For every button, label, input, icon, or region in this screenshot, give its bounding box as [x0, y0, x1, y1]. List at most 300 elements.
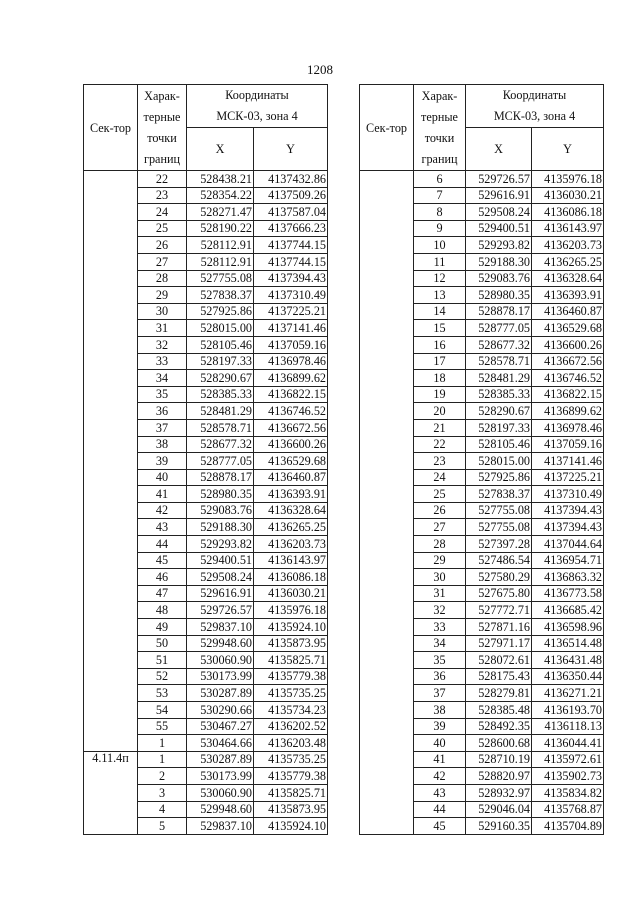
y-coordinate-cell: 4136203.73: [254, 536, 328, 553]
point-number-cell: 29: [138, 287, 187, 304]
x-coordinate-cell: 527838.37: [187, 287, 254, 304]
sector-cell: [360, 187, 414, 204]
table-row: [360, 370, 604, 387]
x-coordinate-cell: 530173.99: [187, 668, 254, 685]
point-number-cell: 15: [414, 320, 466, 337]
y-coordinate-cell: 4135834.82: [532, 784, 604, 801]
table-row: [360, 187, 604, 204]
sector-cell: [360, 702, 414, 719]
y-coordinate-cell: 4136978.46: [254, 353, 328, 370]
table-row: [360, 220, 604, 237]
header-points-line-4: границ: [421, 151, 458, 166]
table-row: [360, 585, 604, 602]
page-number: 1208: [307, 62, 333, 77]
sector-cell: [84, 486, 138, 503]
point-number-cell: 41: [138, 486, 187, 503]
point-number-cell: 36: [414, 668, 466, 685]
y-coordinate-cell: 4136899.62: [254, 370, 328, 387]
sector-cell: [84, 502, 138, 519]
point-number-cell: 49: [138, 619, 187, 636]
x-coordinate-cell: 528385.48: [466, 702, 532, 719]
x-coordinate-cell: 528279.81: [466, 685, 532, 702]
table-row: [84, 702, 328, 719]
y-coordinate-cell: 4137744.15: [254, 237, 328, 254]
point-number-cell: 30: [138, 303, 187, 320]
y-coordinate-cell: 4136954.71: [532, 552, 604, 569]
sector-cell: [84, 469, 138, 486]
table-row: [360, 602, 604, 619]
sector-cell: [84, 386, 138, 403]
y-coordinate-cell: 4135976.18: [532, 171, 604, 188]
sector-cell: [360, 270, 414, 287]
x-coordinate-cell: 529188.30: [466, 253, 532, 270]
point-number-cell: 45: [138, 552, 187, 569]
sector-cell: [360, 685, 414, 702]
y-coordinate-cell: 4136328.64: [254, 502, 328, 519]
y-coordinate-cell: 4137744.15: [254, 253, 328, 270]
x-coordinate-cell: 528980.35: [187, 486, 254, 503]
y-coordinate-cell: 4137059.16: [532, 436, 604, 453]
y-coordinate-cell: 4135825.71: [254, 784, 328, 801]
x-coordinate-cell: 528190.22: [187, 220, 254, 237]
table-row: [360, 652, 604, 669]
table-row: [84, 171, 328, 188]
sector-cell: [84, 237, 138, 254]
point-number-cell: 44: [138, 536, 187, 553]
point-number-cell: 13: [414, 287, 466, 304]
x-coordinate-cell: 528481.29: [466, 370, 532, 387]
table-row: [360, 569, 604, 586]
sector-cell: [84, 569, 138, 586]
x-coordinate-cell: 528481.29: [187, 403, 254, 420]
sector-cell: [84, 171, 138, 188]
sector-cell: [84, 287, 138, 304]
table-row: [84, 768, 328, 785]
x-coordinate-cell: 529083.76: [466, 270, 532, 287]
table-row: [360, 552, 604, 569]
header-points-line-4: границ: [143, 151, 181, 166]
table-row: [360, 237, 604, 254]
sector-cell: [84, 602, 138, 619]
y-coordinate-cell: 4136393.91: [254, 486, 328, 503]
point-number-cell: 33: [414, 619, 466, 636]
point-number-cell: 20: [414, 403, 466, 420]
x-coordinate-cell: 528777.05: [466, 320, 532, 337]
y-coordinate-cell: 4137225.21: [254, 303, 328, 320]
x-coordinate-cell: 528820.97: [466, 768, 532, 785]
sector-cell: [360, 619, 414, 636]
table-row: [360, 171, 604, 188]
x-coordinate-cell: 528072.61: [466, 652, 532, 669]
x-coordinate-cell: 529726.57: [187, 602, 254, 619]
point-number-cell: 23: [138, 187, 187, 204]
x-coordinate-cell: 528197.33: [466, 419, 532, 436]
y-coordinate-cell: 4136143.97: [254, 552, 328, 569]
sector-cell: [360, 585, 414, 602]
x-coordinate-cell: 527675.80: [466, 585, 532, 602]
y-coordinate-cell: 4135825.71: [254, 652, 328, 669]
x-coordinate-cell: 529616.91: [187, 585, 254, 602]
table-row: [360, 735, 604, 752]
y-coordinate-cell: 4137394.43: [532, 502, 604, 519]
x-coordinate-cell: 528600.68: [466, 735, 532, 752]
header-points-line-2: терные: [143, 109, 181, 124]
header-coordinates-title: Координаты: [225, 88, 289, 102]
y-coordinate-cell: 4136773.58: [532, 585, 604, 602]
x-coordinate-cell: 528980.35: [466, 287, 532, 304]
point-number-cell: 7: [414, 187, 466, 204]
table-row: [360, 536, 604, 553]
point-number-cell: 43: [414, 784, 466, 801]
point-number-cell: 3: [138, 784, 187, 801]
sector-cell: [84, 635, 138, 652]
point-number-cell: 24: [138, 204, 187, 221]
point-number-cell: 34: [414, 635, 466, 652]
y-coordinate-cell: 4136822.15: [532, 386, 604, 403]
x-coordinate-cell: 528932.97: [466, 784, 532, 801]
y-coordinate-cell: 4137432.86: [254, 171, 328, 188]
point-number-cell: 37: [414, 685, 466, 702]
y-coordinate-cell: 4135735.25: [254, 685, 328, 702]
point-number-cell: 2: [138, 768, 187, 785]
x-coordinate-cell: 530464.66: [187, 735, 254, 752]
y-coordinate-cell: 4136460.87: [254, 469, 328, 486]
header-x: X: [187, 128, 254, 171]
header-points-line-1: Харак-: [421, 88, 458, 103]
table-row: [360, 519, 604, 536]
sector-cell: [84, 253, 138, 270]
y-coordinate-cell: 4136600.26: [254, 436, 328, 453]
x-coordinate-cell: 527755.08: [466, 519, 532, 536]
sector-cell: [84, 370, 138, 387]
y-coordinate-cell: 4135779.38: [254, 768, 328, 785]
y-coordinate-cell: 4135976.18: [254, 602, 328, 619]
table-row: [84, 336, 328, 353]
table-row: [84, 652, 328, 669]
point-number-cell: 21: [414, 419, 466, 436]
point-number-cell: 4: [138, 801, 187, 818]
point-number-cell: 17: [414, 353, 466, 370]
table-row: [84, 204, 328, 221]
point-number-cell: 53: [138, 685, 187, 702]
table-row: [360, 702, 604, 719]
y-coordinate-cell: 4135902.73: [532, 768, 604, 785]
sector-cell: [360, 536, 414, 553]
header-coordinates-system: МСК-03, зона 4: [216, 109, 298, 123]
point-number-cell: 27: [138, 253, 187, 270]
sector-cell: [360, 204, 414, 221]
sector-cell: [360, 818, 414, 835]
table-row: [84, 237, 328, 254]
sector-cell: [360, 801, 414, 818]
sector-cell: [84, 652, 138, 669]
point-number-cell: 39: [414, 718, 466, 735]
y-coordinate-cell: 4135734.23: [254, 702, 328, 719]
x-coordinate-cell: 529046.04: [466, 801, 532, 818]
x-coordinate-cell: 528290.67: [466, 403, 532, 420]
table-row: [360, 486, 604, 503]
point-number-cell: 42: [138, 502, 187, 519]
sector-cell: 4.11.4п: [84, 751, 138, 768]
table-row: [84, 187, 328, 204]
table-row: [84, 469, 328, 486]
table-row: [84, 403, 328, 420]
point-number-cell: 23: [414, 453, 466, 470]
table-row: [84, 453, 328, 470]
x-coordinate-cell: 527486.54: [466, 552, 532, 569]
x-coordinate-cell: 530290.66: [187, 702, 254, 719]
y-coordinate-cell: 4137225.21: [532, 469, 604, 486]
x-coordinate-cell: 528112.91: [187, 253, 254, 270]
table-row: [84, 419, 328, 436]
x-coordinate-cell: 528112.91: [187, 237, 254, 254]
point-number-cell: 25: [414, 486, 466, 503]
point-number-cell: 5: [138, 818, 187, 835]
x-coordinate-cell: 529160.35: [466, 818, 532, 835]
x-coordinate-cell: 528878.17: [466, 303, 532, 320]
point-number-cell: 14: [414, 303, 466, 320]
sector-cell: [84, 436, 138, 453]
point-number-cell: 12: [414, 270, 466, 287]
sector-cell: [84, 336, 138, 353]
point-number-cell: 35: [414, 652, 466, 669]
sector-cell: [360, 652, 414, 669]
table-row: [360, 303, 604, 320]
x-coordinate-cell: 527755.08: [187, 270, 254, 287]
y-coordinate-cell: 4137141.46: [532, 453, 604, 470]
point-number-cell: 51: [138, 652, 187, 669]
header-sector: Сек-тор: [360, 85, 414, 171]
x-coordinate-cell: 528105.46: [466, 436, 532, 453]
point-number-cell: 11: [414, 253, 466, 270]
y-coordinate-cell: 4135873.95: [254, 801, 328, 818]
sector-cell: [360, 552, 414, 569]
x-coordinate-cell: 528015.00: [466, 453, 532, 470]
sector-cell: [84, 519, 138, 536]
table-row: [84, 303, 328, 320]
sector-cell: [360, 336, 414, 353]
point-number-cell: 32: [414, 602, 466, 619]
sector-cell: [84, 419, 138, 436]
x-coordinate-cell: 528385.33: [187, 386, 254, 403]
x-coordinate-cell: 528354.22: [187, 187, 254, 204]
x-coordinate-cell: 529837.10: [187, 619, 254, 636]
x-coordinate-cell: 528492.35: [466, 718, 532, 735]
x-coordinate-cell: 530060.90: [187, 652, 254, 669]
y-coordinate-cell: 4137310.49: [532, 486, 604, 503]
table-row: [84, 353, 328, 370]
x-coordinate-cell: 528197.33: [187, 353, 254, 370]
table-row: [84, 619, 328, 636]
y-coordinate-cell: 4136328.64: [532, 270, 604, 287]
x-coordinate-cell: 530467.27: [187, 718, 254, 735]
sector-cell: [84, 552, 138, 569]
x-coordinate-cell: 528438.21: [187, 171, 254, 188]
point-number-cell: 1: [138, 735, 187, 752]
x-coordinate-cell: 530287.89: [187, 751, 254, 768]
point-number-cell: 55: [138, 718, 187, 735]
y-coordinate-cell: 4136265.25: [532, 253, 604, 270]
point-number-cell: 31: [138, 320, 187, 337]
table-row: [360, 784, 604, 801]
header-coordinates-system: МСК-03, зона 4: [493, 109, 576, 123]
y-coordinate-cell: 4136672.56: [254, 419, 328, 436]
x-coordinate-cell: 529948.60: [187, 635, 254, 652]
x-coordinate-cell: 528578.71: [187, 419, 254, 436]
table-row: [84, 502, 328, 519]
table-row: [84, 270, 328, 287]
x-coordinate-cell: 529726.57: [466, 171, 532, 188]
point-number-cell: 26: [414, 502, 466, 519]
table-row: [360, 453, 604, 470]
header-y: Y: [254, 128, 328, 171]
y-coordinate-cell: 4136393.91: [532, 287, 604, 304]
header-coordinates-title: Координаты: [502, 88, 567, 102]
y-coordinate-cell: 4136044.41: [532, 735, 604, 752]
sector-cell: [360, 171, 414, 188]
x-coordinate-cell: 529616.91: [466, 187, 532, 204]
table-row: [360, 469, 604, 486]
sector-cell: [360, 419, 414, 436]
x-coordinate-cell: 527397.28: [466, 536, 532, 553]
y-coordinate-cell: 4136460.87: [532, 303, 604, 320]
point-number-cell: 22: [138, 171, 187, 188]
table-row: [84, 685, 328, 702]
point-number-cell: 8: [414, 204, 466, 221]
table-row: [84, 784, 328, 801]
sector-cell: [84, 403, 138, 420]
header-points-line-3: точки: [147, 130, 177, 145]
x-coordinate-cell: 527755.08: [466, 502, 532, 519]
y-coordinate-cell: 4136202.52: [254, 718, 328, 735]
table-row: [360, 320, 604, 337]
y-coordinate-cell: 4136203.73: [532, 237, 604, 254]
point-number-cell: 37: [138, 419, 187, 436]
table-row: [84, 801, 328, 818]
y-coordinate-cell: 4136685.42: [532, 602, 604, 619]
x-coordinate-cell: 529400.51: [187, 552, 254, 569]
table-row: [360, 336, 604, 353]
x-coordinate-cell: 529400.51: [466, 220, 532, 237]
point-number-cell: 33: [138, 353, 187, 370]
sector-cell: [360, 469, 414, 486]
header-points-line-1: Харак-: [144, 88, 180, 103]
point-number-cell: 26: [138, 237, 187, 254]
point-number-cell: 35: [138, 386, 187, 403]
y-coordinate-cell: 4136598.96: [532, 619, 604, 636]
table-row: [360, 635, 604, 652]
y-coordinate-cell: 4137509.26: [254, 187, 328, 204]
y-coordinate-cell: 4136529.68: [254, 453, 328, 470]
sector-cell: [84, 453, 138, 470]
point-number-cell: 18: [414, 370, 466, 387]
sector-cell: [84, 685, 138, 702]
y-coordinate-cell: 4136431.48: [532, 652, 604, 669]
x-coordinate-cell: 529188.30: [187, 519, 254, 536]
x-coordinate-cell: 527772.71: [466, 602, 532, 619]
point-number-cell: 46: [138, 569, 187, 586]
coordinates-table-right: [359, 84, 604, 835]
point-number-cell: 38: [138, 436, 187, 453]
table-row: [84, 585, 328, 602]
table-row: [360, 818, 604, 835]
sector-cell: [84, 735, 138, 752]
table-row: [360, 287, 604, 304]
point-number-cell: 42: [414, 768, 466, 785]
sector-cell: [84, 204, 138, 221]
point-number-cell: 22: [414, 436, 466, 453]
table-row: [84, 751, 328, 768]
table-row: [360, 419, 604, 436]
y-coordinate-cell: 4136350.44: [532, 668, 604, 685]
y-coordinate-cell: 4137394.43: [532, 519, 604, 536]
header-coordinates: [187, 85, 328, 128]
sector-cell: [360, 320, 414, 337]
x-coordinate-cell: 529083.76: [187, 502, 254, 519]
table-row: [360, 751, 604, 768]
sector-cell: [360, 519, 414, 536]
y-coordinate-cell: 4136822.15: [254, 386, 328, 403]
table-row: [84, 735, 328, 752]
x-coordinate-cell: 528105.46: [187, 336, 254, 353]
point-number-cell: 40: [138, 469, 187, 486]
sector-cell: [84, 702, 138, 719]
x-coordinate-cell: 528015.00: [187, 320, 254, 337]
y-coordinate-cell: 4137394.43: [254, 270, 328, 287]
y-coordinate-cell: 4136672.56: [532, 353, 604, 370]
y-coordinate-cell: 4135704.89: [532, 818, 604, 835]
y-coordinate-cell: 4137666.23: [254, 220, 328, 237]
sector-cell: [360, 386, 414, 403]
point-number-cell: 19: [414, 386, 466, 403]
sector-cell: [360, 370, 414, 387]
x-coordinate-cell: 528175.43: [466, 668, 532, 685]
table-row: [84, 253, 328, 270]
x-coordinate-cell: 528777.05: [187, 453, 254, 470]
sector-cell: [84, 585, 138, 602]
point-number-cell: 16: [414, 336, 466, 353]
y-coordinate-cell: 4136265.25: [254, 519, 328, 536]
sector-cell: [360, 303, 414, 320]
y-coordinate-cell: 4135924.10: [254, 818, 328, 835]
x-coordinate-cell: 529508.24: [187, 569, 254, 586]
table-row: [360, 436, 604, 453]
x-coordinate-cell: 530173.99: [187, 768, 254, 785]
table-row: [84, 602, 328, 619]
table-row: [84, 320, 328, 337]
y-coordinate-cell: 4135779.38: [254, 668, 328, 685]
y-coordinate-cell: 4137059.16: [254, 336, 328, 353]
table-row: [84, 370, 328, 387]
x-coordinate-cell: 527838.37: [466, 486, 532, 503]
table-row: [360, 270, 604, 287]
sector-cell: [84, 784, 138, 801]
y-coordinate-cell: 4136086.18: [254, 569, 328, 586]
x-coordinate-cell: 530287.89: [187, 685, 254, 702]
y-coordinate-cell: 4135972.61: [532, 751, 604, 768]
table-row: [84, 220, 328, 237]
point-number-cell: 40: [414, 735, 466, 752]
point-number-cell: 34: [138, 370, 187, 387]
y-coordinate-cell: 4136086.18: [532, 204, 604, 221]
point-number-cell: 6: [414, 171, 466, 188]
table-row: [84, 668, 328, 685]
point-number-cell: 24: [414, 469, 466, 486]
x-coordinate-cell: 529948.60: [187, 801, 254, 818]
x-coordinate-cell: 528677.32: [466, 336, 532, 353]
table-row: [84, 287, 328, 304]
y-coordinate-cell: 4136978.46: [532, 419, 604, 436]
